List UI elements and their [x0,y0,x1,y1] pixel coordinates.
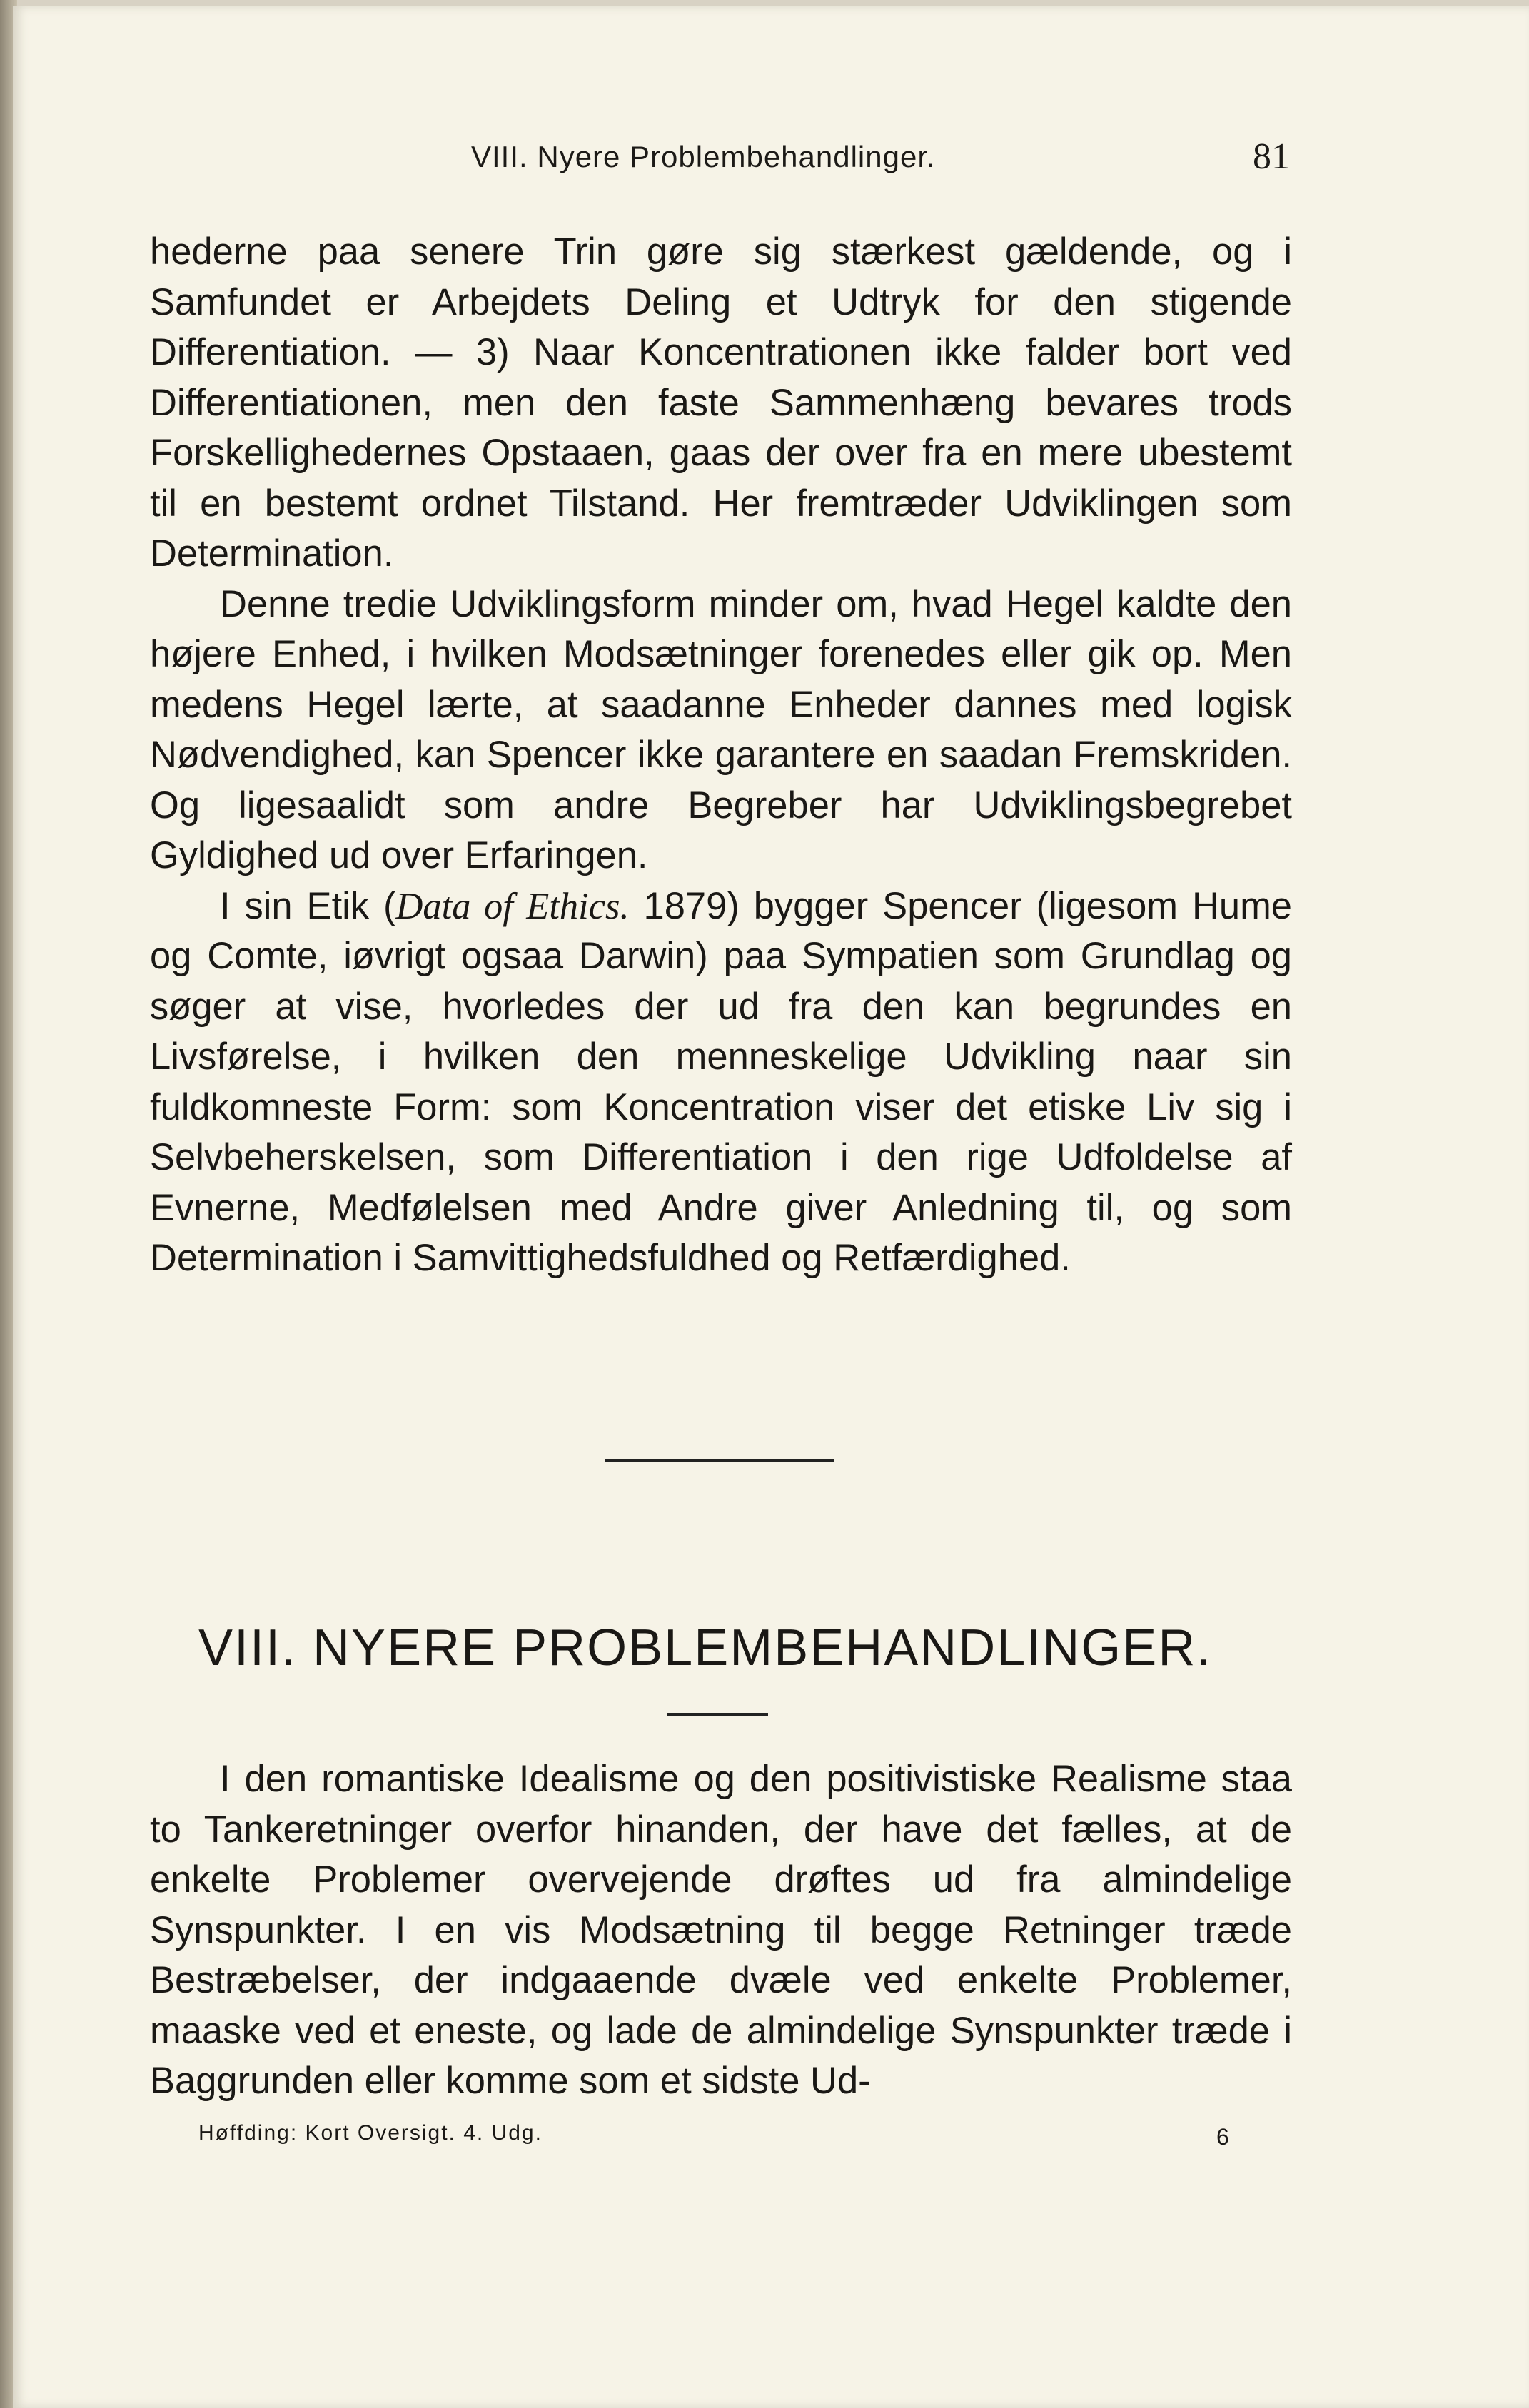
running-title: VIII. Nyere Problembehandlinger. [471,140,936,173]
paragraph-ethics-rest: 1879) bygger Spencer (ligesom Hume og Comte, iøvrigt ogsaa Darwin) paa Sympatien som Grundlag og søger at vise, hvorledes der ud fra den kan begrundes en Livsførelse, i hvilken den menneskelige Udvikling naar sin fuldkomneste Form: som Koncentration viser det etiske Liv sig i Selvbeherskelsen, som Differentiation i den rige Udfoldelse af Evnerne, Medfølelsen med Andre giver Anledning til, og som Determination i Samvittighedsfuldhed og Retfærdighed. [150,884,1293,1279]
section-divider-rule [605,1459,834,1462]
book-title-italic: Data of Ethics. [395,885,630,927]
page-number: 81 [1253,136,1290,177]
paragraph-ethics-start: I sin Etik ( [220,884,396,927]
sheet-number: 6 [1216,2124,1229,2150]
printer-signature: Høffding: Kort Oversigt. 4. Udg. [198,2121,543,2145]
chapter-heading-rule [667,1713,768,1716]
running-header [471,136,1313,186]
chapter-text-block [150,1754,1292,2107]
upper-text-block [150,227,1292,1284]
paragraph-ethics [150,881,1292,1284]
chapter-paragraph-1: I den romantiske Idealisme og den positivistiske Realisme staa to Tankeretninger overfor hinanden, der have det fælles, at de enkelte Problemer overvejende drøftes ud fra almindelige Synspunkter. I en vis Modsætning til begge Retninger træde Bestræbelser, der indgaaende dvæle ved enkelte Problemer, maaske ved et eneste, og lade de almindelige Synspunkter træde i Baggrunden eller komme som et sidste Ud- [150,1758,1292,2102]
chapter-heading: VIII. NYERE PROBLEMBEHANDLINGER. [198,1619,1213,1676]
paragraph-hegel: Denne tredie Udviklingsform minder om, hvad Hegel kaldte den højere Enhed, i hvilken Modsætninger forenedes eller gik op. Men medens Hegel lærte, at saadanne Enheder dannes med logisk Nødvendighed, kan Spencer ikke garantere en saadan Fremskriden. Og ligesaalidt som andre Begreber har Udviklingsbegrebet Gyldighed ud over Erfaringen. [150,582,1292,876]
paragraph-continuation: hederne paa senere Trin gøre sig stærkest gældende, og i Samfundet er Arbejdets Deling et Udtryk for den stigende Differentiation. — 3) Naar Koncentrationen ikke falder bort ved Differentiationen, men den faste Sammenhæng bevares trods Forskellighedernes Opstaaen, gaas der over fra en mere ubestemt til en bestemt ordnet Tilstand. Her fremtræder Udviklingen som Determination. [150,231,1292,575]
